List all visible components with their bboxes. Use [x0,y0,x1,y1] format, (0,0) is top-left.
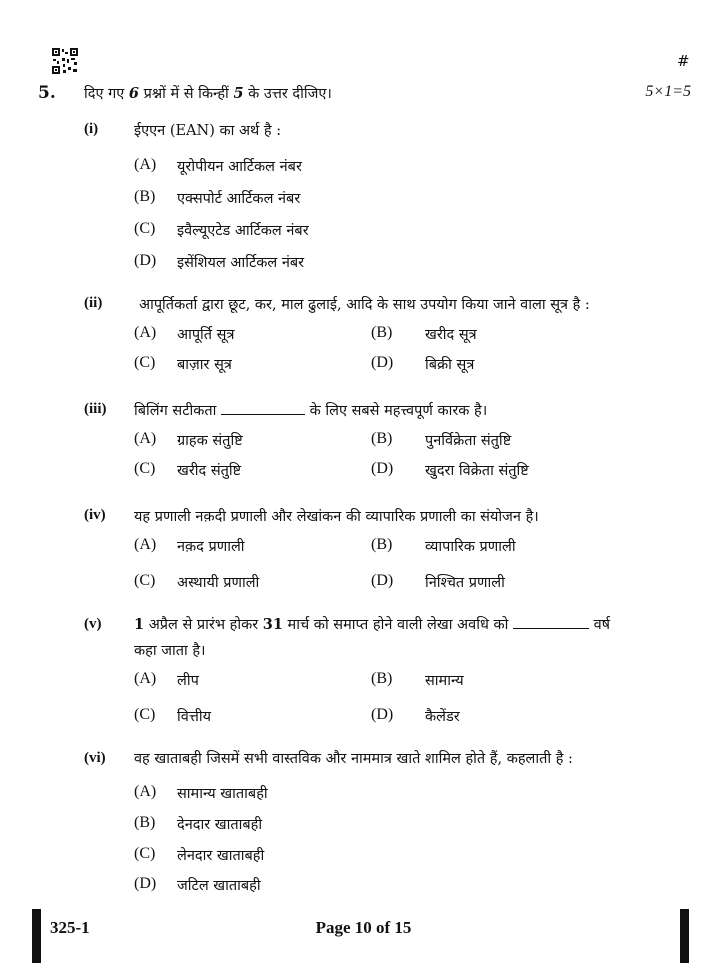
option-text: वित्तीय [177,709,212,725]
option-letter: (A) [134,670,157,687]
option-letter: (B) [134,188,156,205]
footer-paper-code: 325-1 [50,918,90,937]
qr-code-icon [52,48,78,74]
subquestion-text: यह प्रणाली नक़दी प्रणाली और लेखांकन की व्यापारिक प्रणाली का संयोजन है। [134,509,539,525]
subquestion-label: (ii) [84,295,103,311]
question-text-part: मार्च को समाप्त होने वाली लेखा अवधि को [282,617,509,633]
question-number-inline: 1 [134,616,145,633]
option-text: लेनदार खाताबही [177,848,265,864]
option-letter: (D) [371,706,394,723]
option-text: व्यापारिक प्रणाली [425,539,516,555]
question-number-inline: 31 [262,616,283,633]
option-text: एक्सपोर्ट आर्टिकल नंबर [177,191,301,207]
option-letter: (C) [134,220,156,237]
option-text: सामान्य [425,673,464,689]
option-letter: (B) [371,536,393,553]
option-letter: (D) [371,572,394,589]
subquestion-label: (iv) [84,507,106,523]
option-letter: (C) [134,572,156,589]
subquestion-text [134,614,610,634]
subquestion-text [134,400,487,420]
question-text-part: के लिए सबसे महत्त्वपूर्ण कारक है। [309,403,488,419]
subquestion-label: (iii) [84,401,107,417]
option-text: यूरोपीयन आर्टिकल नंबर [177,159,302,175]
option-letter: (A) [134,536,157,553]
option-text: आपूर्ति सूत्र [177,327,235,343]
question-text-part: वर्ष [593,617,611,633]
option-letter: (B) [134,814,156,831]
subquestion-text-line2: कहा जाता है। [134,643,206,659]
question-marks: 5×1=5 [645,83,691,100]
option-letter: (C) [134,706,156,723]
footer-bar-right [680,909,689,963]
instruction-text: प्रश्नों में से किन्हीं [138,86,234,102]
option-letter: (C) [134,354,156,371]
option-letter: (D) [134,252,157,269]
option-letter: (B) [371,430,393,447]
option-text: लीप [177,673,199,689]
option-text: खरीद संतुष्टि [177,463,242,479]
option-text: इवैल्यूएटेड आर्टिकल नंबर [177,223,309,239]
option-text: बिक्री सूत्र [425,357,475,373]
option-text: देनदार खाताबही [177,817,263,833]
option-letter: (B) [371,324,393,341]
subquestion-label: (v) [84,616,102,632]
option-text: नक़द प्रणाली [177,539,245,555]
option-text: खरीद सूत्र [425,327,477,343]
option-letter: (A) [134,430,157,447]
option-letter: (A) [134,783,157,800]
question-text-part: अप्रैल से प्रारंभ होकर [144,617,263,633]
subquestion-text: ईएएन (EAN) का अर्थ है : [134,123,282,139]
answer-blank [221,414,305,415]
subquestion-label: (i) [84,121,99,137]
question-instruction [84,83,332,103]
option-text: बाज़ार सूत्र [177,357,232,373]
option-text: खुदरा विक्रेता संतुष्टि [425,463,529,479]
option-letter: (A) [134,156,157,173]
option-text: पुनर्विक्रेता संतुष्टि [425,433,512,449]
option-text: अस्थायी प्रणाली [177,575,260,591]
header-hash: # [677,52,690,70]
instruction-number: 5 [233,85,244,102]
option-letter: (C) [134,460,156,477]
option-text: ग्राहक संतुष्टि [177,433,243,449]
subquestion-text: आपूर्तिकर्ता द्वारा छूट, कर, माल ढुलाई, आदि के साथ उपयोग किया जाने वाला सूत्र है : [139,297,590,313]
instruction-text: के उत्तर दीजिए। [243,86,332,102]
option-letter: (A) [134,324,157,341]
question-text-part: बिलिंग सटीकता [134,403,217,419]
option-letter: (D) [371,354,394,371]
subquestion-text: वह खाताबही जिसमें सभी वास्तविक और नाममात्र खाते शामिल होते हैं, कहलाती है : [134,751,573,767]
option-letter: (B) [371,670,393,687]
question-number: 5. [38,83,56,103]
option-text: इसेंशियल आर्टिकल नंबर [177,255,305,271]
option-text: निश्चित प्रणाली [425,575,505,591]
option-text: सामान्य खाताबही [177,786,268,802]
option-letter: (C) [134,845,156,862]
option-text: जटिल खाताबही [177,878,261,894]
option-letter: (D) [371,460,394,477]
option-text: कैलेंडर [425,709,460,725]
footer-page-number: Page 10 of 15 [315,918,412,937]
option-letter: (D) [134,875,157,892]
instruction-text: दिए गए [84,86,129,102]
subquestion-label: (vi) [84,750,106,766]
instruction-number: 6 [128,85,139,102]
answer-blank [513,628,589,629]
